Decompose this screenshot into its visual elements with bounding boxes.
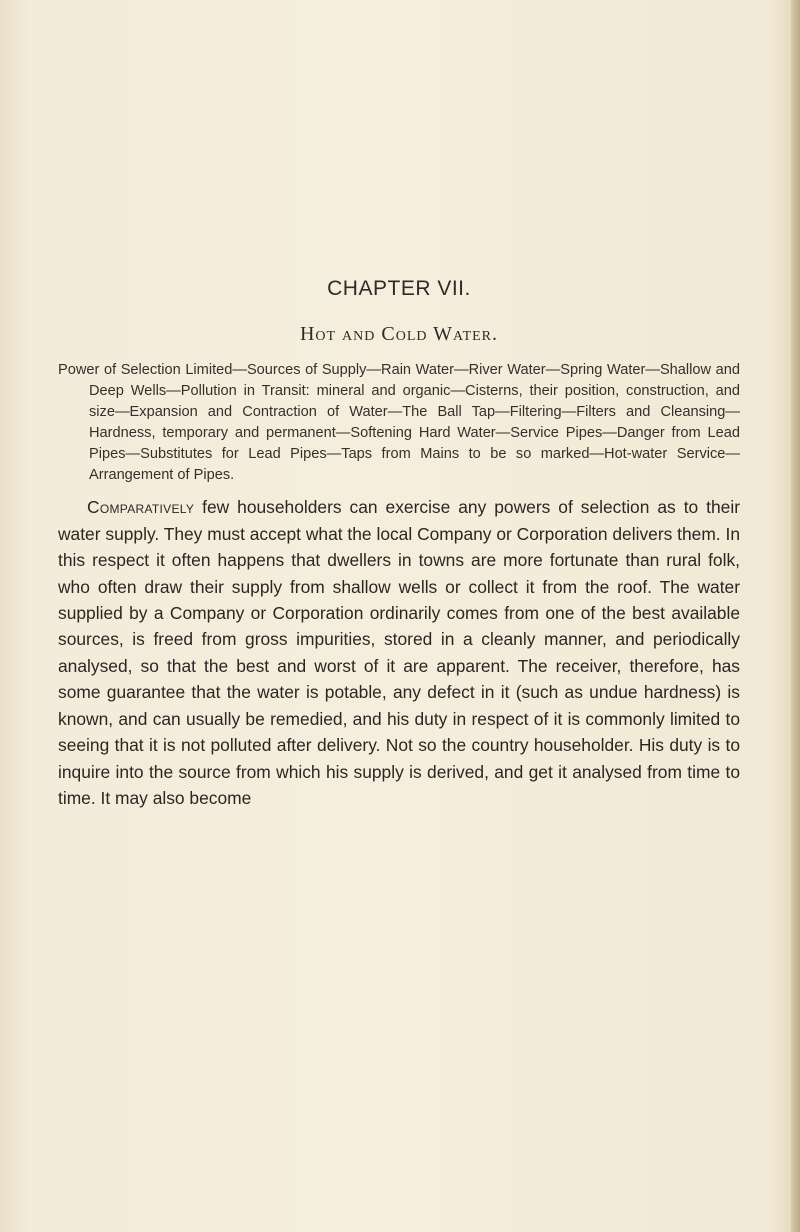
chapter-number: CHAPTER VII. <box>327 277 471 300</box>
paragraph-text: few householders can exercise any powers of selection as to their water supply. They must accept what the local Company or Corporation delivers them. In this respect it often happens that dwellers in towns are more fortunate than rural folk, who often draw their supply from shallow wells or collect it from the roof. The water supplied by a Company or Corporation ordinarily comes from one of the best available sources, is freed from gross impurities, stored in a cleanly manner, and periodically analysed, so that the best and worst of it are apparent. The receiver, therefore, has some guarantee that the water is potable, any defect in it (such as undue hardness) is known, and can usually be remedied, and his duty in respect of it is commonly limited to seeing that it is not polluted after delivery. Not so the country householder. His duty is to inquire into the source from which his supply is derived, and get it analysed from time to time. It may also become <box>58 497 740 808</box>
body-paragraph <box>58 494 740 811</box>
paragraph-lead-word: Comparatively <box>87 497 195 518</box>
chapter-title: Hot and Cold Water. <box>299 323 499 345</box>
page-content <box>58 266 740 811</box>
chapter-synopsis: Power of Selection Limited—Sources of Supply—Rain Water—River Water—Spring Water—Shallow and Deep Wells—Pollution in Transit: mineral and organic—Cisterns, their position, construction, and size—Expansion and Contraction of Water—The Ball Tap—Filtering—Filters and Cleansing—Hardness, temporary and permanent—Softening Hard Water—Service Pipes—Danger from Lead Pipes—Substitutes for Lead Pipes—Taps from Mains to be so marked—Hot-water Service—Arrangement of Pipes. <box>58 362 740 483</box>
page-edge <box>791 0 800 1232</box>
